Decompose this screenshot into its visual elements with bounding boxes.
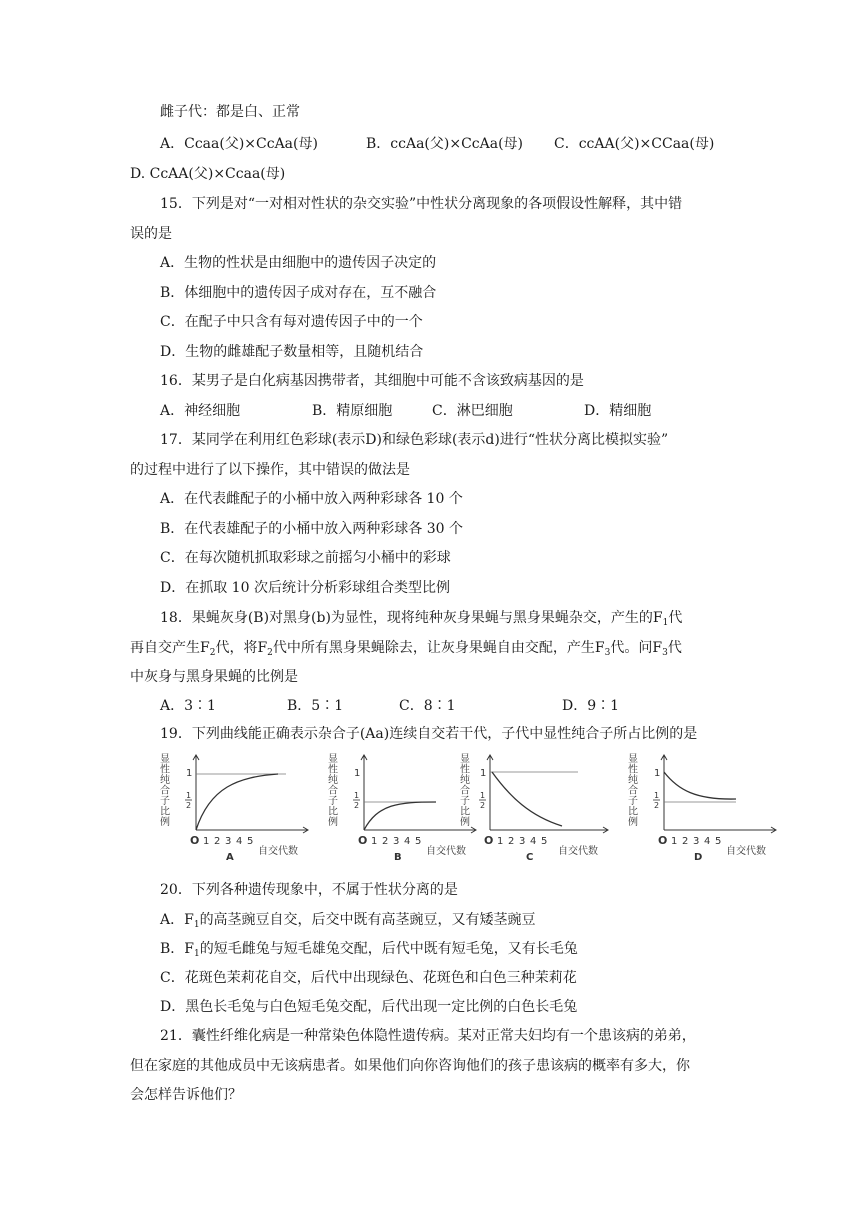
x-tick: 4 — [704, 836, 711, 847]
panel-label: C — [526, 852, 534, 863]
y-label-char: 显 — [628, 754, 638, 765]
q21-stem-cont2: 会怎样告诉他们？ — [130, 1087, 242, 1103]
q21-stem: 21．囊性纤维化病是一种常染色体隐性遗传病。某对正常夫妇均有一个患该病的弟弟， — [160, 1028, 696, 1044]
y-tick-half-num: 1 — [186, 791, 192, 800]
graph-c — [458, 752, 628, 864]
q17-stem-cont: 的过程中进行了以下操作，其中错误的做法是 — [130, 462, 410, 478]
q14-option-c: C．ccAA(父)×CCaa(母) — [554, 136, 715, 152]
panel-label: A — [226, 852, 234, 863]
q20-option-b: B．$F_1$的短毛雌兔与短毛雄兔交配，后代中既有短毛兔，又有长毛兔 — [160, 941, 578, 959]
x-tick: 1 — [371, 836, 378, 847]
x-tick: O — [190, 834, 200, 847]
q18-option-a: A．3∶1 — [160, 698, 216, 714]
y-label-char: 显 — [160, 754, 170, 765]
x-label: 自交代数 — [426, 846, 466, 857]
y-label-char: 例 — [328, 817, 338, 828]
y-label-char: 例 — [628, 817, 638, 828]
y-label-char: 例 — [160, 817, 170, 828]
y-tick-half-den: 2 — [480, 801, 486, 810]
y-label-char: 纯 — [160, 775, 170, 786]
q16-stem: 16．某男子是白化病基因携带者，其细胞中可能不含该致病基因的是 — [160, 373, 584, 389]
x-tick: 3 — [693, 836, 700, 847]
y-tick-half-num: 1 — [480, 791, 486, 800]
x-tick: O — [484, 834, 494, 847]
x-tick: 3 — [393, 836, 400, 847]
q18-stem-cont: 再自交产生$F_2$代，将$F_2$代中所有黑身果蝇除去，让灰身果蝇自由交配，产生$F_3$代。问$F_3$代 — [130, 640, 682, 658]
y-tick-half-num: 1 — [654, 791, 660, 800]
q17-option-a: A．在代表雌配子的小桶中放入两种彩球各 10 个 — [160, 491, 463, 507]
q18-option-b: B．5∶1 — [287, 698, 344, 714]
q18-options — [160, 696, 619, 716]
x-tick: O — [358, 834, 368, 847]
x-tick: 5 — [415, 836, 422, 847]
q17-stem: 17．某同学在利用红色彩球(表示D)和绿色彩球(表示d)进行“性状分离比模拟实验” — [160, 432, 669, 448]
q14-option-b: B．ccAa(父)×CcAa(母) — [366, 136, 524, 152]
y-label-char: 比 — [628, 806, 638, 818]
y-label-char: 纯 — [628, 775, 638, 786]
y-label-char: 合 — [460, 785, 470, 797]
y-tick-1: 1 — [480, 768, 487, 779]
y-label-char: 显 — [460, 754, 470, 765]
x-label: 自交代数 — [726, 846, 766, 857]
q20-stem: 20．下列各种遗传现象中，不属于性状分离的是 — [160, 882, 458, 898]
panel-label: D — [694, 852, 703, 863]
q20-option-c: C．花斑色茉莉花自交，后代中出现绿色、花斑色和白色三种茉莉花 — [160, 970, 577, 986]
q18-option-c: C．8∶1 — [399, 698, 456, 714]
y-label-char: 性 — [460, 764, 470, 776]
graph-d — [626, 752, 796, 864]
q14-option-d: D. CcAA(父)×Ccaa(母) — [130, 166, 286, 182]
intro-line: 雌子代：都是白、正常 — [160, 104, 300, 120]
y-label-char: 纯 — [328, 775, 338, 786]
q17-option-c: C．在每次随机抓取彩球之前摇匀小桶中的彩球 — [160, 550, 451, 566]
x-tick: 2 — [382, 836, 389, 847]
x-tick: O — [658, 834, 668, 847]
x-tick: 4 — [236, 836, 243, 847]
x-tick: 3 — [225, 836, 232, 847]
y-tick-half-num: 1 — [354, 791, 360, 800]
q16-option-d: D．精细胞 — [584, 403, 652, 419]
q14-options — [160, 134, 714, 154]
y-tick-1: 1 — [354, 768, 361, 779]
q15-option-d: D．生物的雌雄配子数量相等，且随机结合 — [160, 344, 424, 360]
x-tick: 1 — [203, 836, 210, 847]
q18-stem: 18．果蝇灰身(B)对黑身(b)为显性，现将纯种灰身果蝇与黑身果蝇杂交，产生的$F_1$代 — [160, 610, 683, 628]
x-tick: 2 — [508, 836, 515, 847]
y-label-char: 合 — [628, 785, 638, 797]
y-tick-1: 1 — [186, 768, 193, 779]
x-tick: 2 — [682, 836, 689, 847]
curve — [492, 772, 562, 826]
y-label-char: 性 — [328, 764, 338, 776]
q19-stem: 19．下列曲线能正确表示杂合子(Aa)连续自交若干代，子代中显性纯合子所占比例的是 — [160, 726, 698, 742]
q14-option-a: A．Ccaa(父)×CcAa(母) — [160, 136, 318, 152]
panel-label: B — [394, 852, 402, 863]
q18-option-d: D．9∶1 — [562, 698, 620, 714]
q16-options — [160, 401, 651, 421]
y-label-char: 子 — [328, 796, 338, 807]
y-label-char: 性 — [160, 764, 170, 776]
x-tick: 5 — [247, 836, 254, 847]
curve — [196, 774, 278, 830]
x-label: 自交代数 — [558, 846, 598, 857]
x-tick: 5 — [541, 836, 548, 847]
q20-option-a: A．$F_1$的高茎豌豆自交，后交中既有高茎豌豆，又有矮茎豌豆 — [160, 912, 536, 930]
x-tick: 2 — [214, 836, 221, 847]
y-label-char: 纯 — [460, 775, 470, 786]
y-tick-half-den: 2 — [654, 801, 660, 810]
y-label-char: 子 — [160, 796, 170, 807]
y-label-char: 子 — [628, 796, 638, 807]
x-tick: 1 — [497, 836, 504, 847]
q18-stem-cont2: 中灰身与黑身果蝇的比例是 — [130, 669, 298, 685]
q20-option-d: D．黑色长毛兔与白色短毛兔交配，后代出现一定比例的白色长毛兔 — [160, 999, 578, 1015]
y-label-char: 比 — [328, 806, 338, 818]
q15-stem: 15．下列是对“一对相对性状的杂交实验”中性状分离现象的各项假设性解释，其中错 — [160, 196, 683, 212]
q15-option-c: C．在配子中只含有每对遗传因子中的一个 — [160, 314, 423, 330]
q16-option-b: B．精原细胞 — [312, 403, 393, 419]
y-label-char: 显 — [328, 754, 338, 765]
x-tick: 4 — [530, 836, 537, 847]
q15-option-a: A．生物的性状是由细胞中的遗传因子决定的 — [160, 255, 437, 271]
q16-option-c: C．淋巴细胞 — [432, 403, 513, 419]
y-label-char: 子 — [460, 796, 470, 807]
y-label-char: 比 — [460, 806, 470, 818]
y-tick-1: 1 — [654, 768, 661, 779]
y-label-char: 合 — [160, 785, 170, 797]
y-label-char: 比 — [160, 806, 170, 818]
y-label-char: 合 — [328, 785, 338, 797]
x-label: 自交代数 — [258, 846, 298, 857]
q15-stem-cont: 误的是 — [130, 226, 172, 242]
q21-stem-cont: 但在家庭的其他成员中无该病患者。如果他们向你咨询他们的孩子患该病的概率有多大，你 — [130, 1058, 690, 1074]
x-tick: 5 — [715, 836, 722, 847]
q15-option-b: B．体细胞中的遗传因子成对存在，互不融合 — [160, 285, 437, 301]
q17-option-b: B．在代表雄配子的小桶中放入两种彩球各 30 个 — [160, 521, 464, 537]
y-label-char: 例 — [460, 817, 470, 828]
x-tick: 4 — [404, 836, 411, 847]
q16-option-a: A．神经细胞 — [160, 403, 241, 419]
x-tick: 3 — [519, 836, 526, 847]
y-tick-half-den: 2 — [186, 801, 192, 810]
y-tick-half-den: 2 — [354, 801, 360, 810]
curve — [364, 802, 436, 830]
graph-a — [158, 752, 328, 864]
curve — [664, 772, 736, 799]
q17-option-d: D．在抓取 10 次后统计分析彩球组合类型比例 — [160, 580, 450, 596]
x-tick: 1 — [671, 836, 678, 847]
y-label-char: 性 — [628, 764, 638, 776]
